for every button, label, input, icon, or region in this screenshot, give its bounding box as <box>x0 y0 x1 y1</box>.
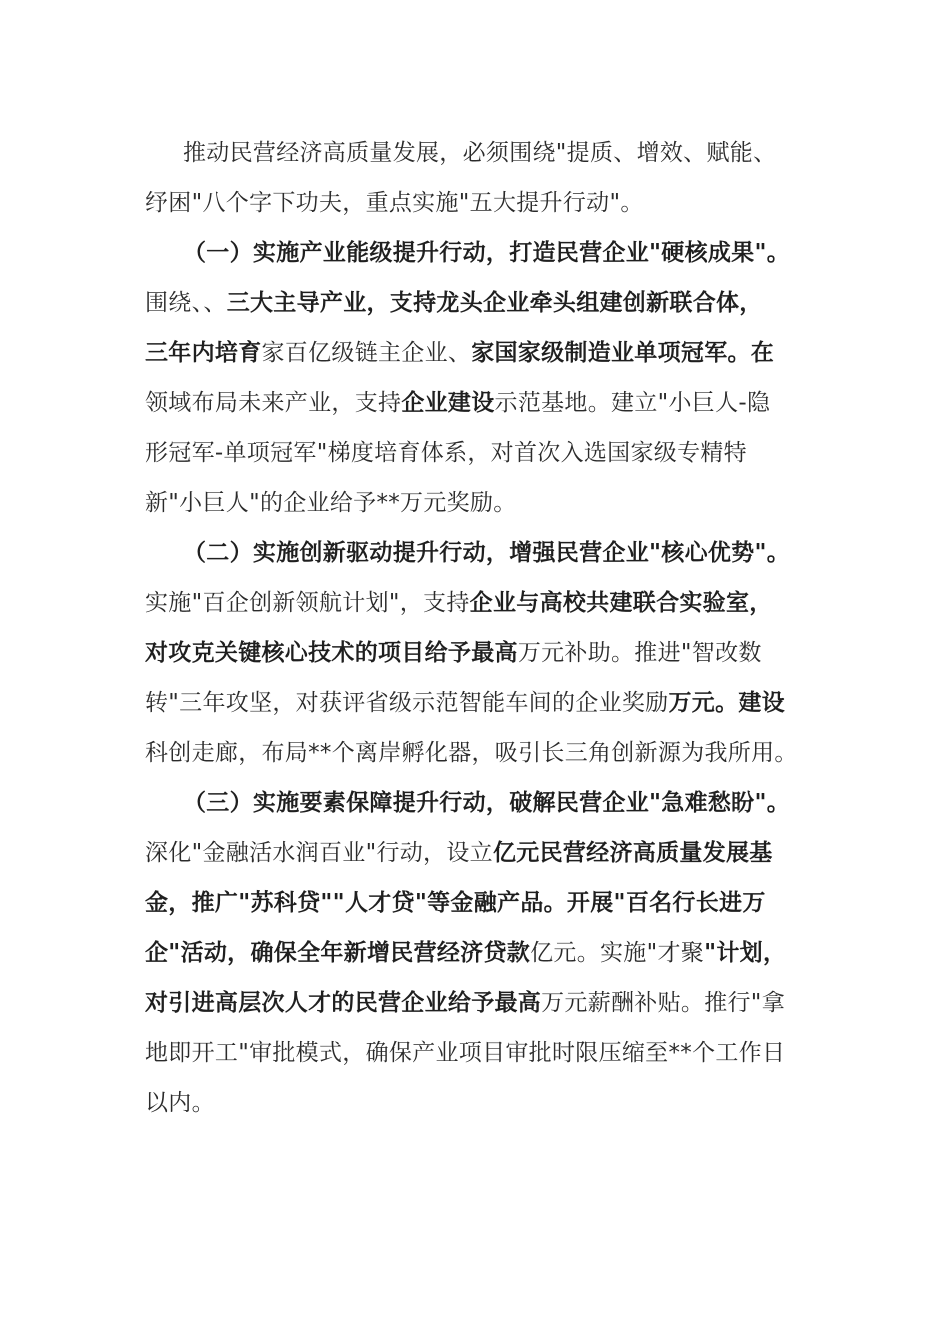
text-line <box>145 778 815 828</box>
bold-text-segment: （三）实施要素保障提升行动，破解民营企业"急难愁盼"。 <box>183 790 791 816</box>
text-segment: 转"三年攻坚，对获评省级示范智能车间的企业奖励 <box>145 690 669 716</box>
text-line <box>145 328 815 378</box>
text-line <box>145 728 815 778</box>
text-segment: 围绕、、 <box>145 290 227 316</box>
text-segment: 推动民营经济高质量发展，必须围绕"提质、增效、赋能、 <box>183 140 777 166</box>
text-line <box>145 878 815 928</box>
text-segment: 深化"金融活水润百业"行动，设立 <box>145 840 493 866</box>
text-line <box>145 478 815 528</box>
document-body <box>145 128 815 1128</box>
bold-text-segment: 对攻克关键核心技术的项目给予最高 <box>145 640 518 666</box>
bold-text-segment: 金，推广"苏科贷""人才贷"等金融产品。开展"百名行长进万 <box>145 890 766 916</box>
text-segment: 实施"百企创新领航计划"，支持 <box>145 590 470 616</box>
text-segment: 示范基地。建立"小巨人-隐 <box>494 390 771 416</box>
text-segment: 新"小巨人"的企业给予**万元奖励。 <box>145 490 517 516</box>
text-line <box>145 228 815 278</box>
text-line <box>145 928 815 978</box>
text-line <box>145 428 815 478</box>
text-line <box>145 378 815 428</box>
text-line <box>145 628 815 678</box>
text-line <box>145 1078 815 1128</box>
bold-text-segment: "计划， <box>704 940 787 966</box>
text-line <box>145 1028 815 1078</box>
text-line <box>145 528 815 578</box>
bold-text-segment: 家国家级制造业单项冠军。在 <box>471 340 775 366</box>
text-segment: 万元薪酬补贴。推行"拿 <box>541 990 785 1016</box>
text-segment: 以内。 <box>145 1090 215 1116</box>
bold-text-segment: 亿元民营经济高质量发展基 <box>492 840 773 866</box>
bold-text-segment: 企业与高校共建联合实验室， <box>469 590 773 616</box>
bold-text-segment: （一）实施产业能级提升行动，打造民营企业"硬核成果"。 <box>183 240 791 266</box>
text-line <box>145 128 815 178</box>
text-segment: 万元补助。推进"智改数 <box>517 640 762 666</box>
bold-text-segment: 企业建设 <box>401 390 495 416</box>
text-line <box>145 578 815 628</box>
text-segment: 纾困"八个字下功夫，重点实施"五大提升行动"。 <box>145 190 644 216</box>
text-segment: 亿元。实施"才聚 <box>530 940 705 966</box>
bold-text-segment: 企"活动，确保全年新增民营经济贷款 <box>145 940 531 966</box>
text-segment: 家百亿级链主企业、 <box>261 340 472 366</box>
text-line <box>145 278 815 328</box>
text-segment: 地即开工"审批模式，确保产业项目审批时限压缩至**个工作日 <box>145 1040 786 1066</box>
bold-text-segment: 万元。建设 <box>668 690 785 716</box>
text-line <box>145 828 815 878</box>
text-segment: 形冠军-单项冠军"梯度培育体系，对首次入选国家级专精特 <box>145 440 747 466</box>
bold-text-segment: （二）实施创新驱动提升行动，增强民营企业"核心优势"。 <box>183 540 791 566</box>
bold-text-segment: 三大主导产业，支持龙头企业牵头组建创新联合体， <box>226 290 763 316</box>
text-line <box>145 678 815 728</box>
text-segment: 领域布局未来产业，支持 <box>145 390 402 416</box>
bold-text-segment: 三年内培育 <box>145 340 262 366</box>
text-segment: 科创走廊，布局**个离岸孵化器，吸引长三角创新源为我所用。 <box>145 740 798 766</box>
text-line <box>145 178 815 228</box>
text-line <box>145 978 815 1028</box>
bold-text-segment: 对引进高层次人才的民营企业给予最高 <box>145 990 542 1016</box>
